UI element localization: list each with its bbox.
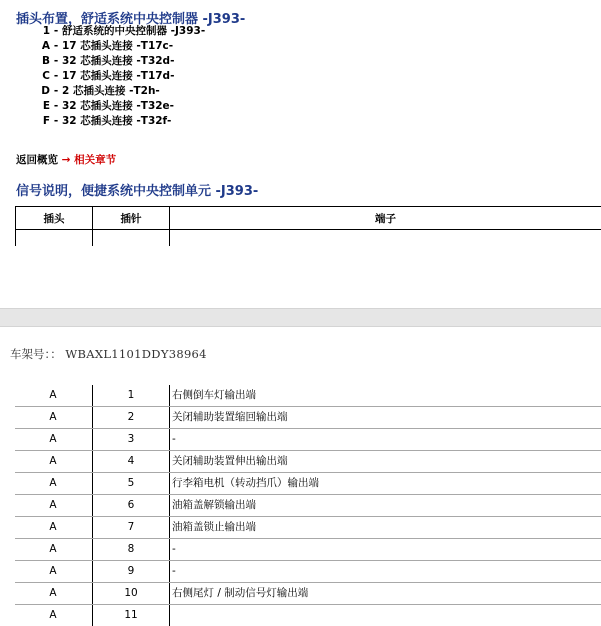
cell-connector: A [15, 451, 91, 472]
cell-description: 关闭辅助装置缩回输出端 [172, 407, 288, 428]
item-text: 17 芯插头连接 -T17d- [62, 70, 174, 82]
cell-pin: 5 [92, 473, 170, 494]
cell-pin: 6 [92, 495, 170, 516]
back-overview-link[interactable]: 返回概览 [16, 154, 58, 166]
empty-cell [16, 230, 93, 247]
connector-layout-title: 插头布置，舒适系统中央控制器 -J393- [16, 8, 245, 27]
cell-pin: 3 [92, 429, 170, 450]
item-label: C [36, 69, 50, 84]
item-label: E [36, 99, 50, 114]
connector-list-item: A - 17 芯插头连接 -T17c- [36, 39, 205, 54]
cell-pin: 11 [92, 605, 170, 626]
header-pin: 插针 [93, 207, 170, 230]
vin-value: WBAXL1101DDY38964 [65, 347, 206, 361]
cell-pin: 10 [92, 583, 170, 604]
header-connector: 插头 [16, 207, 93, 230]
connector-list-item: F - 32 芯插头连接 -T32f- [36, 114, 205, 129]
table-row [15, 385, 601, 407]
item-label: D [36, 84, 50, 99]
table-row [15, 473, 601, 495]
cell-pin: 1 [92, 385, 170, 406]
item-label: A [36, 39, 50, 54]
cell-connector: A [15, 539, 91, 560]
cell-pin: 8 [92, 539, 170, 560]
table-row [15, 561, 601, 583]
item-text: 32 芯插头连接 -T32f- [62, 115, 171, 127]
cell-description: 关闭辅助装置伸出输出端 [172, 451, 288, 472]
cell-description: 右侧尾灯 / 制动信号灯输出端 [172, 583, 308, 604]
item-text: 舒适系统的中央控制器 -J393- [62, 25, 205, 37]
vin-label: 车架号：： [10, 347, 62, 361]
item-text: 17 芯插头连接 -T17c- [62, 40, 173, 52]
table-row [15, 495, 601, 517]
cell-description: 行李箱电机（转动挡爪）输出端 [172, 473, 319, 494]
connector-list-item: 1 - 舒适系统的中央控制器 -J393- [36, 24, 205, 39]
cell-connector: A [15, 561, 91, 582]
connector-list-item: E - 32 芯插头连接 -T32e- [36, 99, 205, 114]
empty-cell [93, 230, 170, 247]
cell-connector: A [15, 429, 91, 450]
table-row [15, 583, 601, 605]
cell-description: 右侧倒车灯输出端 [172, 385, 256, 406]
item-label: B [36, 54, 50, 69]
cell-connector: A [15, 495, 91, 516]
cell-connector: A [15, 407, 91, 428]
cell-pin: 2 [92, 407, 170, 428]
table-row [15, 429, 601, 451]
table-row [15, 407, 601, 429]
cell-connector: A [15, 583, 91, 604]
cell-pin: 4 [92, 451, 170, 472]
cell-connector: A [15, 517, 91, 538]
back-to-overview [16, 152, 116, 167]
cell-description: - [172, 561, 176, 582]
item-text: 32 芯插头连接 -T32e- [62, 100, 174, 112]
table-row [15, 539, 601, 561]
connector-list-item: B - 32 芯插头连接 -T32d- [36, 54, 205, 69]
arrow-right-icon: → [62, 154, 71, 166]
empty-cell [170, 230, 601, 247]
pin-table [15, 385, 601, 613]
signal-section-title: 信号说明，便捷系统中央控制单元 -J393- [16, 180, 258, 199]
cell-pin: 7 [92, 517, 170, 538]
cell-description: - [172, 539, 176, 560]
item-text: 32 芯插头连接 -T32d- [62, 55, 174, 67]
page-break-divider [0, 308, 601, 327]
vin-line [10, 346, 207, 362]
table-row [15, 451, 601, 473]
item-text: 2 芯插头连接 -T2h- [62, 85, 160, 97]
connector-list [36, 24, 205, 129]
item-label: F [36, 114, 50, 129]
cell-connector: A [15, 605, 91, 626]
cell-description: - [172, 429, 176, 450]
signal-table-header [15, 206, 601, 246]
cell-connector: A [15, 473, 91, 494]
related-chapters-link[interactable]: 相关章节 [74, 154, 116, 166]
table-row [15, 517, 601, 539]
table-row [15, 605, 601, 613]
cell-description: 油箱盖解锁输出端 [172, 495, 256, 516]
cell-description: 油箱盖锁止输出端 [172, 517, 256, 538]
connector-list-item: C - 17 芯插头连接 -T17d- [36, 69, 205, 84]
item-label: 1 [36, 24, 50, 39]
cell-pin: 9 [92, 561, 170, 582]
header-terminal: 端子 [170, 207, 601, 230]
connector-list-item: D - 2 芯插头连接 -T2h- [36, 84, 205, 99]
cell-connector: A [15, 385, 91, 406]
